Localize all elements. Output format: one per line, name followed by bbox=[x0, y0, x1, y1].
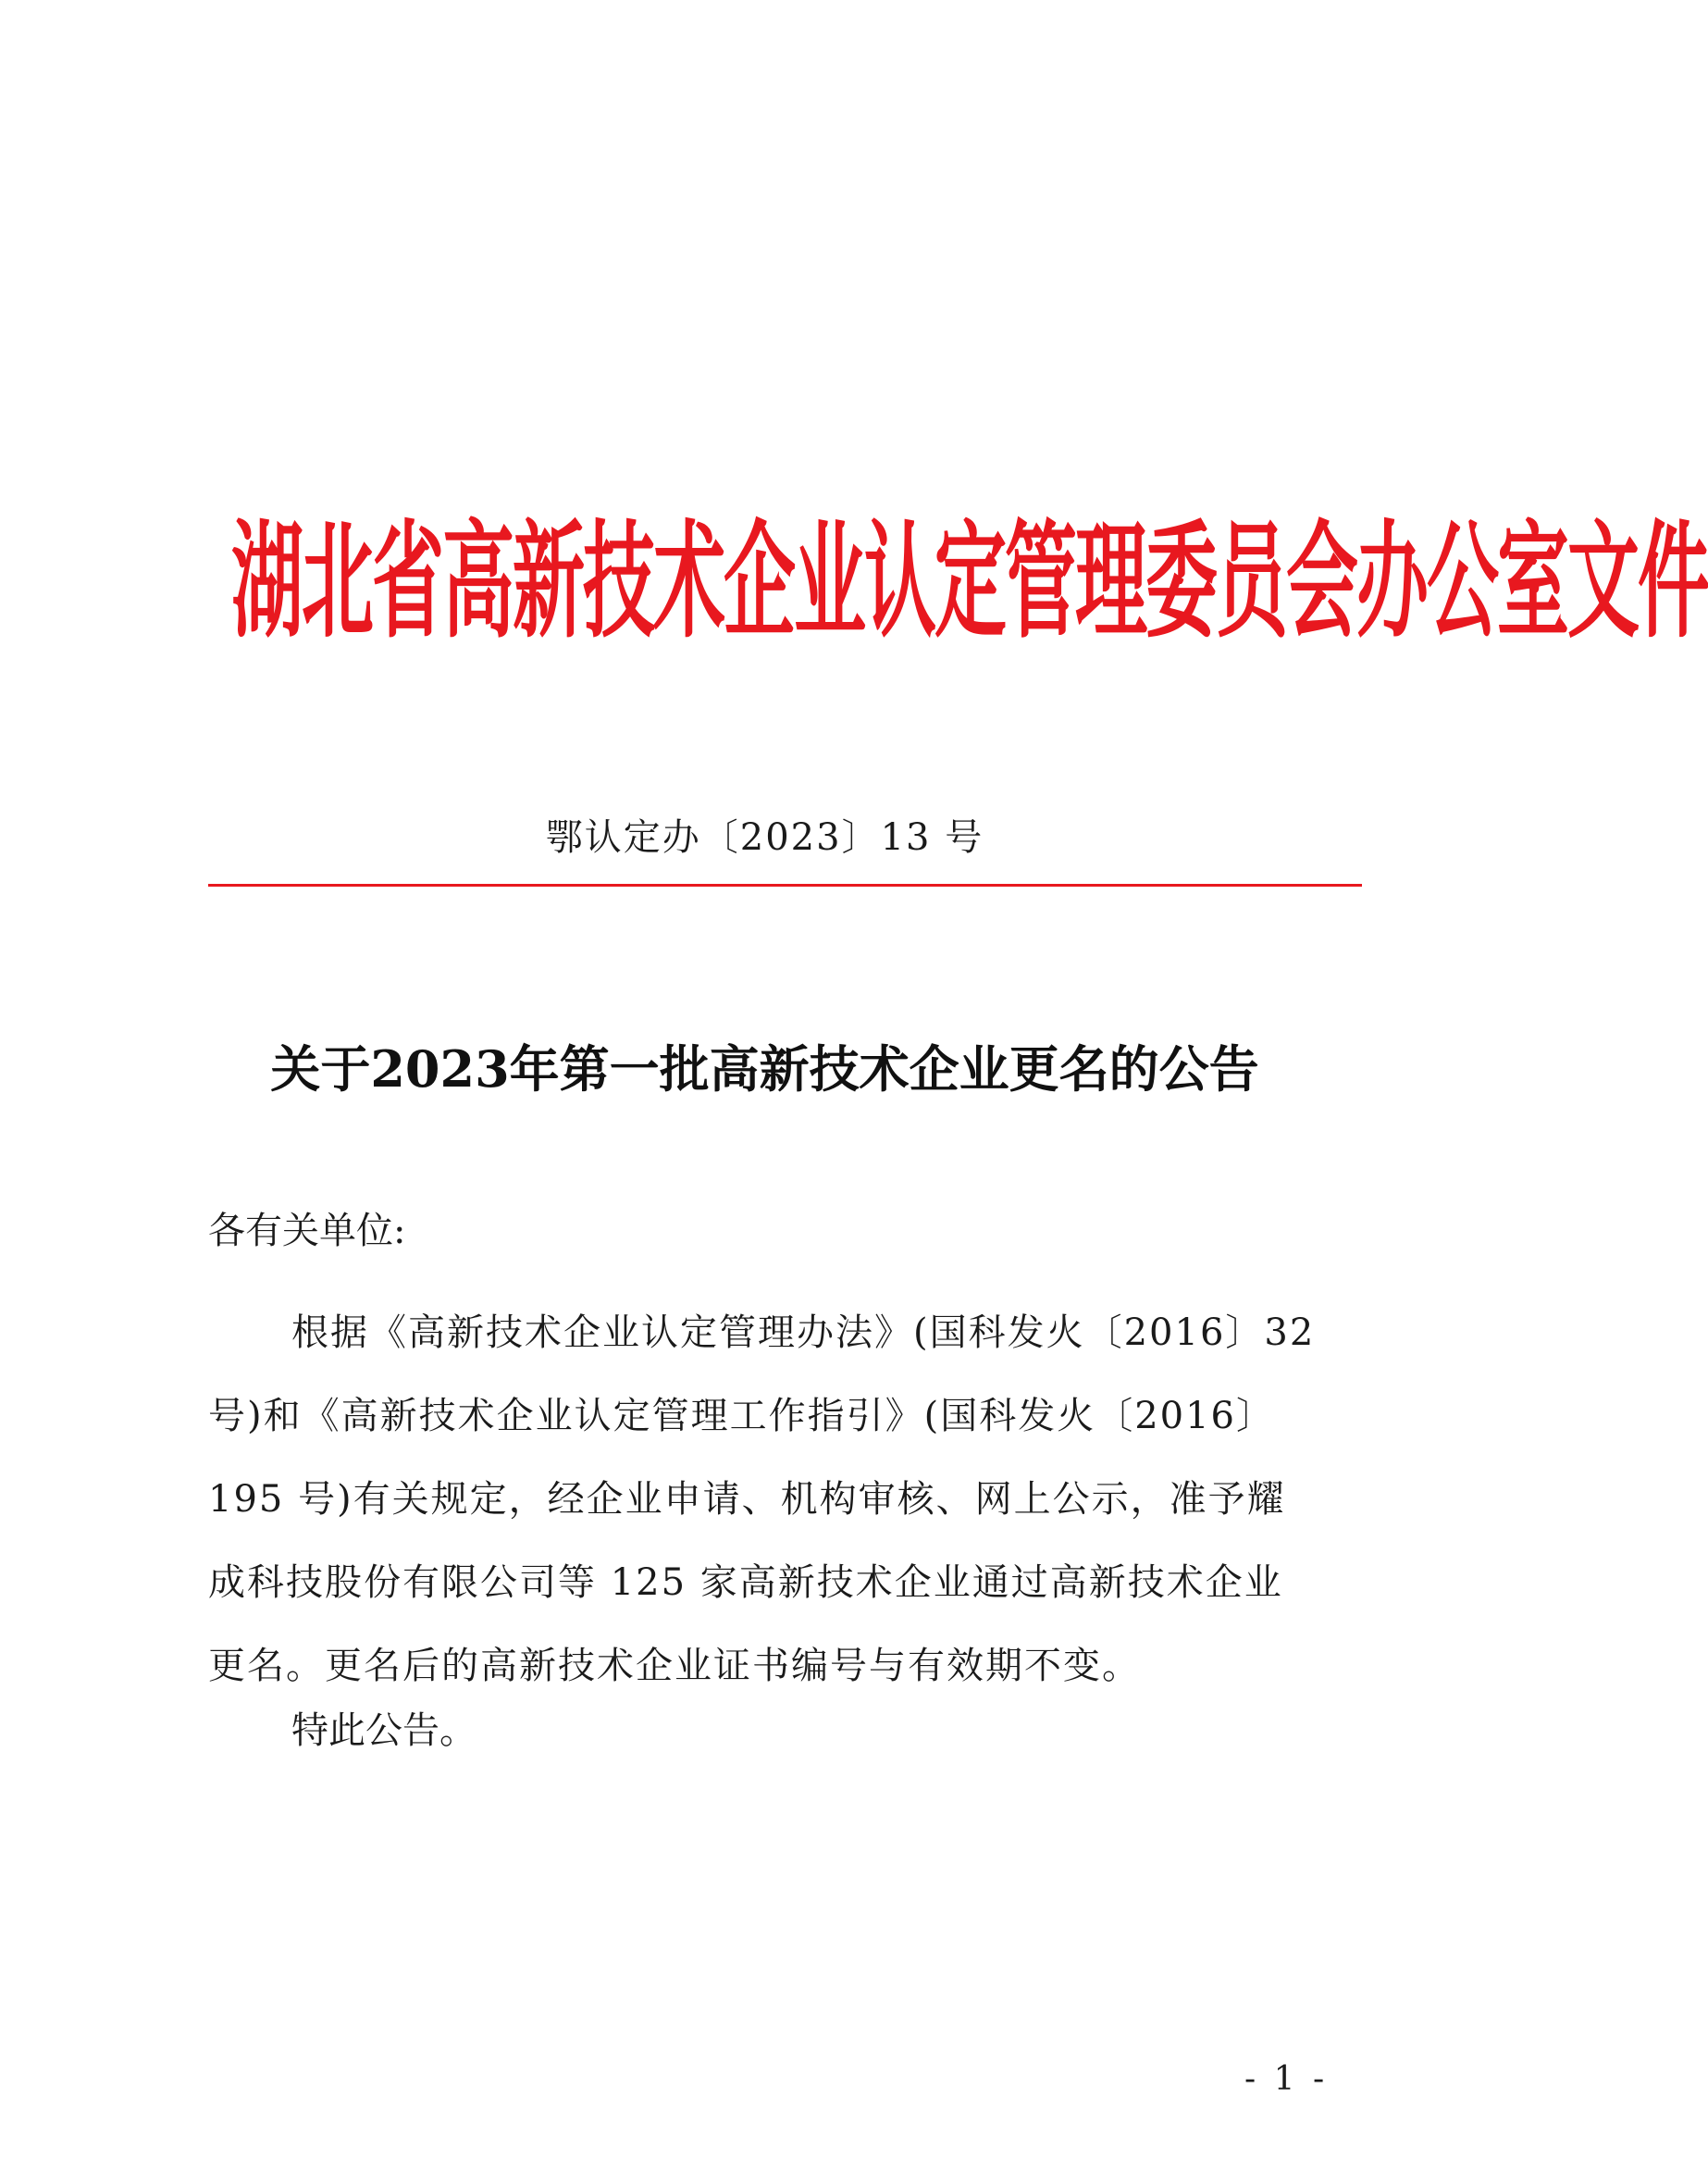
body-line: 更名。更名后的高新技术企业证书编号与有效期不变。 bbox=[208, 1645, 1141, 1687]
announcement-title: 关于2023年第一批高新技术企业更名的公告 bbox=[270, 1039, 1259, 1099]
body-line: 成科技股份有限公司等 125 家高新技术企业通过高新技术企业 bbox=[208, 1561, 1283, 1604]
letterhead-title: 湖北省高新技术企业认定管理委员会办公室文件 bbox=[231, 510, 1708, 656]
page-number: - 1 - bbox=[1244, 2060, 1329, 2098]
red-divider-line bbox=[208, 884, 1362, 887]
body-line: 195 号)有关规定，经企业申请、机构审核、网上公示，准予耀 bbox=[208, 1478, 1286, 1521]
body-line: 根据《高新技术企业认定管理办法》(国科发火〔2016〕32 bbox=[291, 1311, 1316, 1354]
body-text bbox=[208, 1291, 1355, 1708]
document-number: 鄂认定办〔2023〕13 号 bbox=[545, 816, 984, 859]
closing-remark: 特此公告。 bbox=[291, 1709, 477, 1752]
salutation: 各有关单位: bbox=[208, 1210, 406, 1252]
body-line: 号)和《高新技术企业认定管理工作指引》(国科发火〔2016〕 bbox=[208, 1395, 1276, 1437]
